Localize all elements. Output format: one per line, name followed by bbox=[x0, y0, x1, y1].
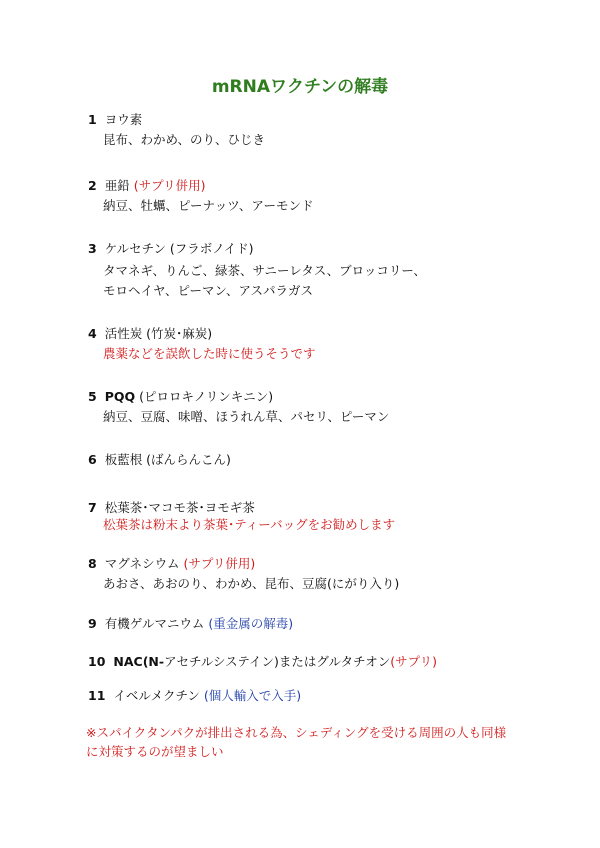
item-title: アセチルシステイン)またはグルタチオン bbox=[164, 654, 391, 669]
item-number: 10 bbox=[88, 654, 106, 669]
item-3-heading bbox=[88, 241, 254, 257]
item-title: 亜鉛 bbox=[104, 178, 130, 193]
item-4-heading bbox=[88, 326, 212, 342]
item-number: 6 bbox=[88, 452, 97, 467]
item-6-heading bbox=[88, 452, 231, 468]
item-8-heading bbox=[88, 556, 255, 572]
item-7-heading bbox=[88, 500, 255, 516]
footer-note-line-2: に対策するのが望ましい bbox=[86, 744, 224, 759]
item-title: 活性炭 (竹炭･麻炭) bbox=[104, 326, 213, 341]
item-number: 11 bbox=[88, 688, 106, 703]
item-title: マグネシウム bbox=[104, 556, 180, 571]
item-5-heading bbox=[88, 389, 273, 405]
item-number: 2 bbox=[88, 178, 97, 193]
item-5-detail: 納豆、豆腐、味噌、ほうれん草、パセリ、ピーマン bbox=[103, 409, 390, 424]
footer-note-line-1: ※スパイクタンパクが排出される為、シェディングを受ける周囲の人も同様 bbox=[86, 725, 507, 740]
item-number: 8 bbox=[88, 556, 97, 571]
item-2-heading bbox=[88, 178, 205, 194]
item-note: (重金属の解毒) bbox=[208, 616, 294, 631]
item-title: イベルメクチン bbox=[113, 688, 200, 703]
item-title: 松葉茶･マコモ茶･ヨモギ茶 bbox=[104, 500, 255, 515]
item-note: (サプリ併用) bbox=[183, 556, 256, 571]
item-title: ヨウ素 bbox=[104, 112, 143, 127]
item-title-bold: NAC(N- bbox=[113, 654, 165, 669]
item-3-detail-1: タマネギ、りんご、緑茶、サニーレタス、ブロッコリー、 bbox=[103, 263, 426, 278]
item-number: 5 bbox=[88, 389, 97, 404]
item-3-detail-2: モロヘイヤ、ピーマン、アスパラガス bbox=[103, 283, 314, 298]
item-1-detail: 昆布、わかめ、のり、ひじき bbox=[103, 132, 266, 147]
item-8-detail: あおさ、あおのり、わかめ、昆布、豆腐(にがり入り) bbox=[103, 576, 400, 591]
item-9-heading bbox=[88, 616, 293, 632]
item-number: 3 bbox=[88, 241, 97, 256]
item-title: ケルセチン (フラボノイド) bbox=[104, 241, 254, 256]
item-4-note: 農薬などを誤飲した時に使うそうです bbox=[103, 346, 316, 361]
item-11-heading bbox=[88, 688, 301, 704]
item-number: 9 bbox=[88, 616, 97, 631]
item-2-detail: 納豆、牡蠣、ピーナッツ、アーモンド bbox=[103, 198, 314, 213]
item-note: (サプリ併用) bbox=[133, 178, 206, 193]
page-title: mRNAワクチンの解毒 bbox=[211, 77, 389, 97]
item-title: 有機ゲルマニウム bbox=[104, 616, 205, 631]
item-7-note: 松葉茶は粉末より茶葉･ティーバッグをお勧めします bbox=[103, 517, 396, 532]
item-title: (ピロロキノリンキニン) bbox=[135, 389, 274, 404]
item-note: (サプリ) bbox=[390, 654, 438, 669]
item-title: 板藍根 (ばんらんこん) bbox=[104, 452, 231, 467]
item-number: 7 bbox=[88, 500, 97, 515]
item-title-bold: PQQ bbox=[104, 389, 136, 404]
item-note: (個人輸入で入手) bbox=[203, 688, 302, 703]
item-10-heading bbox=[88, 654, 437, 670]
item-number: 1 bbox=[88, 112, 97, 127]
item-1-heading bbox=[88, 112, 142, 128]
item-number: 4 bbox=[88, 326, 97, 341]
